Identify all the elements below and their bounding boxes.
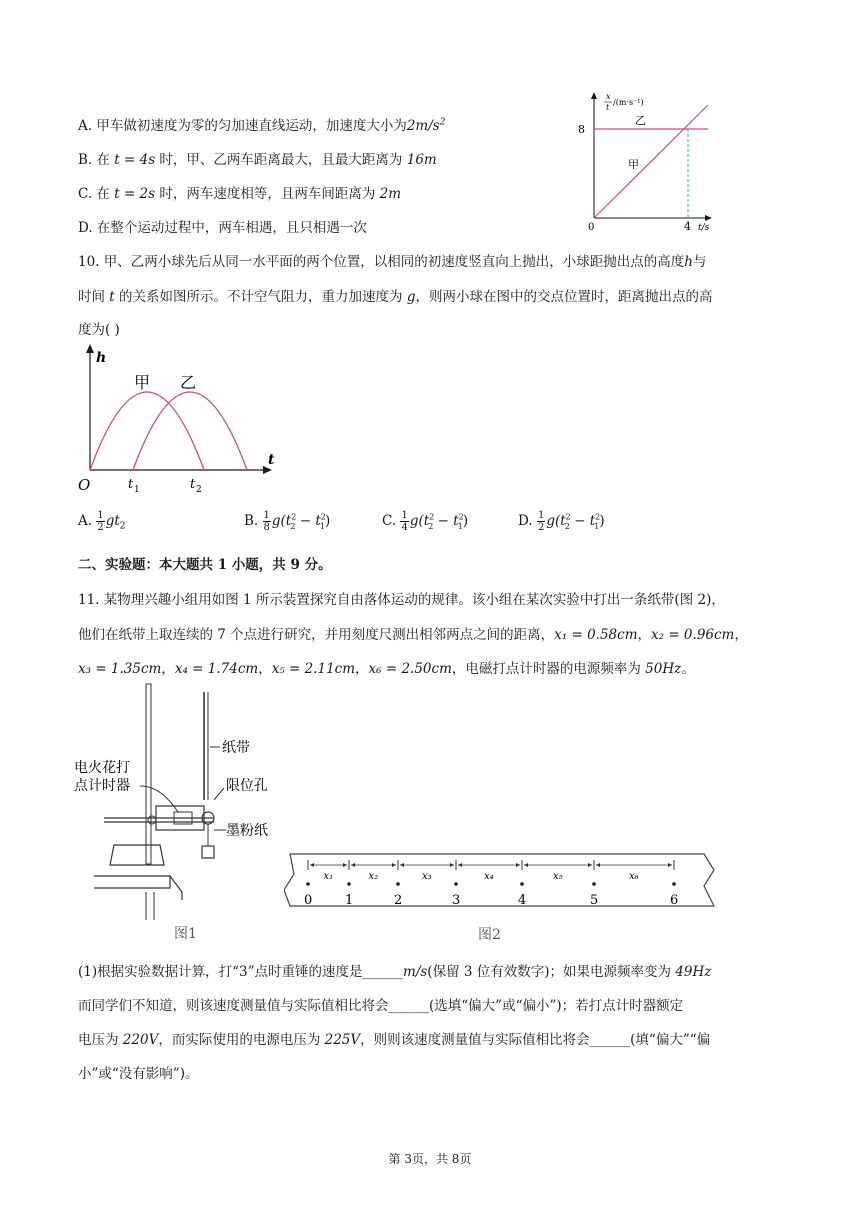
tape-dot: [672, 882, 676, 886]
tape-segment-label: x₃: [422, 871, 432, 882]
xt-ylabel-unit: /(m·s⁻¹): [613, 98, 644, 107]
ht-t1: t: [128, 477, 134, 492]
q10-option-d: D. $\frac{1}{2}$ $g(t^2_2 - t^2_1)$: [518, 510, 605, 533]
tape-dot: [592, 882, 596, 886]
tape-point-label: 6: [670, 893, 679, 908]
figure-1-apparatus: [74, 680, 294, 945]
ht-t2-sub: 2: [196, 485, 202, 495]
ht-curve-jia: [90, 392, 204, 470]
tape-point-label: 5: [590, 893, 599, 908]
label-hole: 限位孔: [226, 778, 268, 794]
q9-option-b: B. 在 t = 4s 时，甲、乙两车距离最大，且最大距离为 16m: [78, 152, 437, 168]
figure-1-caption: 图1: [174, 926, 197, 942]
q11-line2: 他们在纸带上取连续的 7 个点进行研究，并用刻度尺测出相邻两点之间的距离，x₁ = 0.58cm，x₂ = 0.96cm，: [78, 627, 748, 643]
tape-segment-label: x₆: [629, 871, 639, 882]
q10-option-b: B. $\frac{1}{8}$ $g(t^2_2 - t^2_1)$: [244, 510, 331, 533]
figure-2-tape: [284, 846, 724, 946]
xt-xtick: 4: [684, 220, 691, 233]
q9-option-c: C. 在 t = 2s 时，两车速度相等，且两车间距离为 2m: [78, 186, 402, 202]
stand-base: [110, 845, 164, 865]
xt-ylabel-den: t: [606, 103, 610, 112]
ht-y-arrow: [86, 344, 94, 353]
q11-sub1-line3: 电压为 220V，而实际使用的电源电压为 225V，则则该速度测量值与实际值相比将会______(填“偏大”“偏: [78, 1032, 711, 1048]
q11-line1: 11. 某物理兴趣小组用如图 1 所示装置探究自由落体运动的规律。该小组在某次实验中打出一条纸带(图 2)，: [78, 592, 725, 608]
tape-point-label: 4: [518, 893, 527, 908]
section-2-header: 二、实验题：本大题共 1 小题，共 9 分。: [78, 557, 332, 573]
q10-line2: 时间 t 的关系如图所示。不计空气阻力，重力加速度为 g，则两小球在图中的交点位置时，距离抛出点的高: [78, 289, 713, 305]
stand-rod: [146, 684, 151, 864]
q11-sub1-line2: 而同学们不知道，则该速度测量值与实际值相比将会______(选填“偏大”或“偏小”)；若打点计时器额定: [78, 998, 684, 1014]
q11-sub1-line1: (1)根据实验数据计算，打“3”点时重锤的速度是______m/s(保留 3 位有效数字)；如果电源频率变为 49Hz: [78, 964, 712, 980]
tape-point-label: 2: [394, 893, 403, 908]
xt-ytick: 8: [578, 123, 585, 136]
tape-dot: [347, 882, 351, 886]
tape-dot: [306, 882, 310, 886]
q10-option-c: C. $\frac{1}{4}$ $g(t^2_2 - t^2_1)$: [382, 510, 469, 533]
ht-label-jia: 甲: [134, 373, 151, 392]
q10-line3: 度为( ): [78, 322, 120, 338]
tape-dot: [454, 882, 458, 886]
tape-segment-label: x₁: [323, 871, 334, 882]
xt-y-arrow: [591, 92, 597, 99]
tape-point-label: 1: [345, 893, 354, 908]
label-timer-2: 点计时器: [74, 778, 130, 794]
q11-line3: x₃ = 1.35cm，x₄ = 1.74cm，x₅ = 2.11cm，x₆ = 2.50cm，电磁打点计时器的电源频率为 50Hz。: [78, 661, 695, 677]
blank-3: ______: [589, 1032, 631, 1048]
tape-marks: [304, 860, 678, 908]
ht-axis-h: h: [96, 350, 107, 366]
xt-label-jia: 甲: [628, 158, 639, 171]
tape-point-label: 3: [452, 893, 461, 908]
blank-2: ______: [388, 998, 429, 1014]
q10-option-a: A. $\frac{1}{2}$ $gt_2$: [78, 510, 126, 533]
xt-x-arrow: [705, 215, 712, 221]
tape-point-label: 0: [304, 893, 313, 908]
xt-graph: [570, 88, 720, 233]
xt-origin: 0: [588, 222, 595, 233]
tape-segment-label: x₅: [553, 871, 563, 882]
xt-ylabel-num: x: [606, 92, 611, 101]
q9-option-d: D. 在整个运动过程中，两车相遇，且只相遇一次: [78, 220, 367, 236]
ht-label-yi: 乙: [180, 373, 197, 392]
ht-t1-sub: 1: [134, 485, 140, 495]
label-tape: 纸带: [222, 740, 250, 756]
page-footer: 第 3页，共 8页: [388, 1152, 472, 1166]
ht-graph: [76, 340, 286, 500]
tape-dot: [396, 882, 400, 886]
xt-line-jia: [594, 105, 708, 218]
weight: [202, 846, 214, 858]
ht-curve-yi: [133, 392, 247, 470]
q9-option-a: A. 甲车做初速度为零的匀加速直线运动，加速度大小为$2m/s^2$: [78, 117, 446, 134]
ht-origin: O: [78, 476, 91, 494]
xt-xlabel: t/s: [698, 223, 710, 233]
ht-axis-t: t: [268, 452, 275, 468]
label-ink: 墨粉纸: [226, 823, 268, 839]
figure-2-caption: 图2: [478, 927, 501, 943]
q11-sub1-line4: 小”或“没有影响”)。: [78, 1066, 199, 1082]
tape-segment-label: x₂: [368, 871, 379, 882]
xt-label-yi: 乙: [635, 114, 646, 127]
label-timer-1: 电火花打: [74, 760, 130, 776]
tape-segment-label: x₄: [484, 871, 494, 882]
q10-line1: 10. 甲、乙两小球先后从同一水平面的两个位置，以相同的初速度竖直向上抛出，小球距抛出点的高度h与: [78, 254, 707, 270]
blank-1: ______: [362, 964, 404, 980]
ht-t2: t: [190, 477, 196, 492]
tape-dot: [520, 882, 524, 886]
